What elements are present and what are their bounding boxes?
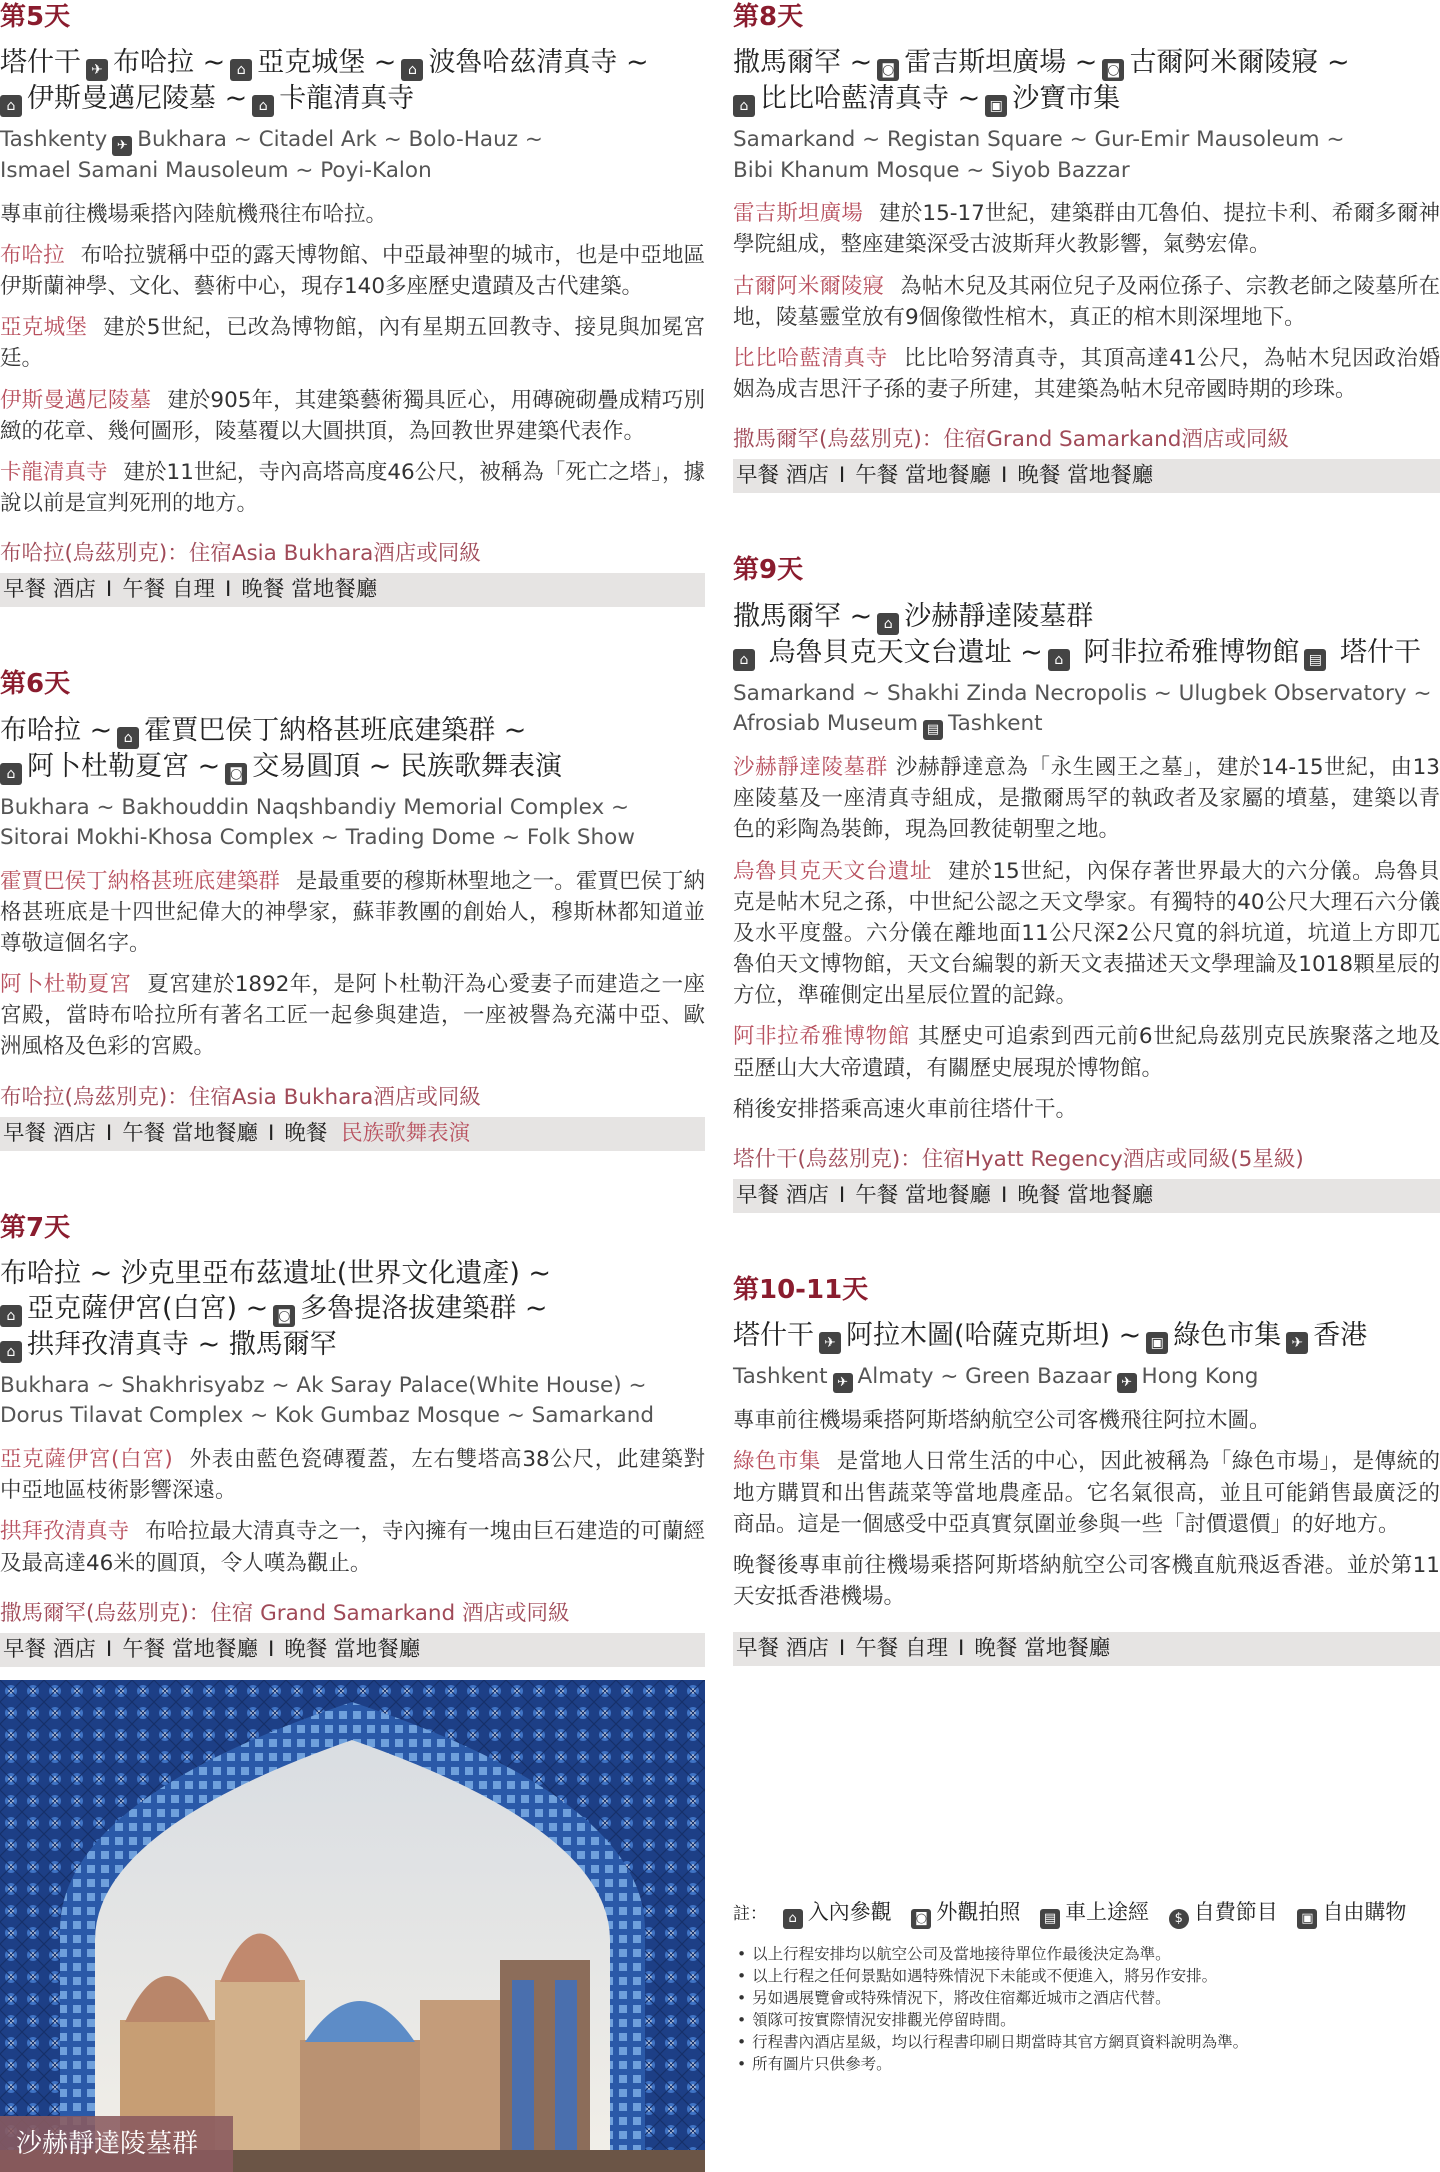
note-item: • 以上行程安排均以航空公司及當地接待單位作最後決定為準。 [733, 1943, 1440, 1965]
meal-dinner-value: 民族歌舞表演 [341, 1120, 471, 1146]
meal-separator: I [268, 1636, 275, 1662]
route-stop: 卡龍清真寺 [279, 83, 415, 115]
house-icon: ⌂ [0, 95, 22, 117]
icon-legend [733, 1897, 1440, 1929]
description: 晚餐後專車前往機場乘搭阿斯塔納航空公司客機直航飛返香港。並於第11天安抵香港機場。 [733, 1552, 1440, 1610]
route-stop: 比比哈藍清真寺 ~ [760, 83, 981, 115]
route-en-stop: Almaty ~ Green Bazaar [857, 1364, 1112, 1390]
meal-breakfast: 早餐 酒店 [736, 1636, 829, 1662]
shopping-bag-icon: ▣ [985, 95, 1007, 117]
description [733, 1446, 1440, 1540]
description-text: 建於5世紀，已改為博物館，內有星期五回教寺、接見與加冕宮廷。 [0, 315, 705, 372]
route-en-stop: Tashkenty [0, 127, 108, 153]
meal-dinner: 晚餐 當地餐廳 [284, 1636, 421, 1662]
route-stop: 香港 [1313, 1320, 1368, 1352]
camera-icon: ◙ [225, 763, 247, 785]
highlight-term: 卡龍清真寺 [0, 459, 108, 485]
note-item: • 行程書內酒店星級，均以行程書印刷日期當時其官方網頁資料說明為準。 [733, 2031, 1440, 2053]
day-5-section [0, 2, 705, 607]
description-text: 比比哈努清真寺，其頂高達41公尺，為帖木兒因政治婚姻為成吉思汗子孫的妻子所建，其建築為帖木兒帝國時期的珍珠。 [733, 345, 1440, 403]
highlight-term: 亞克薩伊宮(白宮) [0, 1447, 173, 1472]
description [0, 969, 705, 1063]
meal-separator: I [958, 1636, 965, 1662]
meal-separator: I [105, 1120, 113, 1146]
meal-lunch: 午餐 當地餐廳 [855, 1183, 992, 1209]
coin-icon: $ [1169, 1909, 1189, 1929]
terms-notes [733, 1943, 1440, 2075]
legend-text: 自費節目 [1193, 1900, 1278, 1924]
route-en [733, 125, 1440, 186]
meals-bar [0, 1117, 705, 1151]
legend-text: 車上途經 [1065, 1900, 1150, 1924]
plane-icon: ✈ [819, 1332, 841, 1354]
hotel-note: 布哈拉(烏茲別克)：住宿Asia Bukhara酒店或同級 [0, 541, 481, 567]
meal-lunch: 午餐 自理 [855, 1636, 949, 1662]
route-en [0, 1371, 705, 1432]
route-stop: 伊斯曼邁尼陵墓 ~ [27, 83, 248, 115]
route-stop: 塔什干 [733, 1320, 814, 1352]
day-9-section [733, 555, 1440, 1213]
legend-item [906, 1900, 1020, 1924]
route-stop: 波魯哈茲清真寺 ~ [428, 47, 649, 79]
legend-label: 註： [733, 1904, 767, 1924]
day-title: 第7天 [0, 1212, 71, 1243]
route-stop: 亞克城堡 ~ [257, 47, 397, 79]
house-icon: ⌂ [401, 59, 423, 81]
house-icon: ⌂ [877, 613, 899, 635]
route-stop: 霍賈巴侯丁納格甚班底建築群 ~ [144, 714, 527, 746]
day-title: 第5天 [0, 2, 71, 32]
highlight-term: 古爾阿米爾陵寢 [733, 273, 885, 299]
meal-dinner: 晚餐 當地餐廳 [241, 577, 378, 603]
route-en-stop: Tashkent [733, 1364, 828, 1390]
route-stop: 塔什干 [0, 47, 81, 79]
description-text: 外表由藍色瓷磚覆蓋，左右雙塔高38公尺，此建築對中亞地區枝術影響深遠。 [0, 1447, 705, 1504]
intro-text: 專車前往機場乘搭阿斯塔納航空公司客機飛往阿拉木圖。 [733, 1408, 1271, 1434]
description [0, 866, 705, 960]
meal-breakfast: 早餐 酒店 [3, 1636, 96, 1662]
meals-bar [733, 459, 1440, 493]
route-zh [0, 1256, 705, 1363]
route-stop: 塔什干 [1340, 636, 1421, 668]
route-stop: 綠色市集 [1173, 1320, 1282, 1352]
day-title: 第8天 [733, 2, 804, 32]
route-stop: 拱拜孜清真寺 ~ 撒馬爾罕 [27, 1328, 337, 1360]
shopping-bag-icon: ▣ [1297, 1909, 1317, 1929]
camera-icon: ◙ [877, 59, 899, 81]
description [733, 343, 1440, 405]
route-en [0, 125, 705, 187]
route-stop: 布哈拉 ~ [0, 714, 113, 746]
description-text: 夏宮建於1892年，是阿卜杜勒汗為心愛妻子而建造之一座宮殿，當時布哈拉所有著名工匠一起參與建造，一座被譽為充滿中亞、歐洲風格及色彩的宮殿。 [0, 972, 705, 1060]
bus-icon: ▤ [923, 720, 943, 740]
route-stop: 沙赫靜達陵墓群 [904, 600, 1094, 632]
camera-icon: ◙ [273, 1305, 295, 1327]
hotel-note: 布哈拉(烏茲別克)：住宿Asia Bukhara酒店或同級 [0, 1084, 481, 1110]
description [0, 1516, 705, 1578]
plane-icon: ✈ [1117, 1373, 1137, 1393]
note-item: • 另如遇展覽會或特殊情況下，將改住宿鄰近城市之酒店代替。 [733, 1987, 1440, 2009]
meals-bar [0, 573, 705, 607]
meal-separator: I [105, 1636, 113, 1662]
route-stop: 布哈拉 ~ 沙克里亞布茲遺址(世界文化遺產) ~ [0, 1257, 552, 1289]
highlight-term: 阿卜杜勒夏宮 [0, 972, 132, 998]
mosaic-arch-illustration [0, 1680, 705, 2172]
house-icon: ⌂ [1048, 649, 1070, 671]
route-en-stop: Bukhara ~ Shakhrisyabz ~ Ak Saray Palace(White House) ~ [0, 1372, 647, 1398]
highlight-term: 綠色市集 [733, 1449, 821, 1475]
description [0, 240, 705, 302]
route-zh [733, 599, 1440, 671]
meal-dinner: 晚餐 當地餐廳 [1017, 463, 1154, 489]
description-text: 沙赫靜達意為「永生國王之墓」，建於14-15世紀，由13座陵墓及一座清真寺組成，是撒爾馬罕的執政者及家屬的墳墓，建築以青色的彩陶為裝飾，現為回教徒朝聖之地。 [733, 755, 1440, 843]
route-en-stop: Hong Kong [1141, 1364, 1259, 1390]
route-en-stop: Sitorai Mokhi-Khosa Complex ~ Trading Dome ~ Folk Show [0, 825, 635, 851]
route-en [733, 679, 1440, 741]
route-en-stop: Afrosiab Museum [733, 711, 919, 737]
bus-icon: ▤ [1040, 1909, 1060, 1929]
meal-lunch: 午餐 當地餐廳 [122, 1120, 259, 1146]
plane-icon: ✈ [112, 136, 132, 156]
route-stop: 阿拉木圖(哈薩克斯坦) ~ [846, 1320, 1142, 1352]
meal-breakfast: 早餐 酒店 [3, 1120, 96, 1146]
description-text: 建於15世紀，內保存著世界最大的六分儀。烏魯貝克是帖木兒之孫，中世紀公認之天文學家。有獨特的40公尺大理石六分儀及水平度盤。六分儀在離地面11公尺深2公尺寬的斜坑道，坑道上方即兀魯伯天文博物館，天文台編製的新天文表描述天文學理論及1018顆星辰的方位，準確側定出星辰位置的記錄。 [733, 858, 1440, 1009]
route-stop: 多魯提洛拔建築群 ~ [300, 1292, 548, 1324]
house-icon: ⌂ [252, 95, 274, 117]
highlight-term: 布哈拉 [0, 242, 65, 268]
highlight-term: 霍賈巴侯丁納格甚班底建築群 [0, 868, 280, 894]
route-en [0, 793, 705, 854]
route-stop: 布哈拉 ~ [113, 47, 226, 79]
route-stop: 雷吉斯坦廣場 ~ [904, 47, 1098, 79]
meals-bar [733, 1632, 1440, 1666]
description-text: 是最重要的穆斯林聖地之一。霍賈巴侯丁納格甚班底是十四世紀偉大的神學家，蘇菲教團的創始人，穆斯林都知道並尊敬這個名字。 [0, 868, 705, 956]
description [733, 752, 1440, 846]
description-text: 建於11世紀，寺內高塔高度46公尺，被稱為「死亡之塔」，據說以前是宣判死刑的地方。 [0, 459, 705, 517]
description [0, 312, 705, 374]
route-en-stop: Bukhara ~ Bakhouddin Naqshbandiy Memorial Complex ~ [0, 794, 630, 820]
route-stop: 烏魯貝克天文台遺址 ~ [768, 636, 1043, 668]
day-7-section [0, 1213, 705, 1667]
route-stop: 亞克薩伊宮(白宮) ~ [27, 1292, 269, 1324]
meal-separator: I [838, 1183, 846, 1209]
camera-icon: ◙ [911, 1909, 931, 1929]
bus-icon: ▤ [1304, 649, 1326, 671]
day-6-section [0, 669, 705, 1150]
route-en-stop: Bukhara ~ Citadel Ark ~ Bolo-Hauz ~ [137, 127, 543, 153]
left-column [0, 0, 705, 1729]
description-text: 是當地人日常生活的中心，因此被稱為「綠色市場」，是傳統的地方購買和出售蔬菜等當地農產品。它名氣很高，並且可能銷售最廣泛的商品。這是一個感受中亞真實氛圍並參與一些「討價還價」的好地方。 [733, 1449, 1440, 1537]
meal-breakfast: 早餐 酒店 [736, 463, 829, 489]
meal-breakfast: 早餐 酒店 [736, 1183, 829, 1209]
meal-separator: I [838, 463, 846, 489]
meal-separator: I [225, 577, 232, 603]
shakhi-zinda-photo [0, 1680, 705, 2172]
description-text: 為帖木兒及其兩位兒子及兩位孫子、宗教老師之陵墓所在地，陵墓靈堂放有9個像徵性棺木，真正的棺木則深埋地下。 [733, 273, 1440, 330]
description-text: 布哈拉號稱中亞的露天博物館、中亞最神聖的城市，也是中亞地區伊斯蘭神學、文化、藝術中心，現存140多座歷史遺蹟及古代建築。 [0, 242, 705, 300]
route-stop: 古爾阿米爾陵寢 ~ [1129, 47, 1350, 79]
meal-separator: I [838, 1636, 846, 1662]
route-stop: 交易圓頂 ~ 民族歌舞表演 [252, 750, 563, 782]
legend-text: 外觀拍照 [936, 1900, 1021, 1924]
highlight-term: 拱拜孜清真寺 [0, 1519, 130, 1545]
route-zh [0, 713, 705, 785]
meal-lunch: 午餐 當地餐廳 [855, 463, 992, 489]
route-stop: 沙寶市集 [1012, 83, 1121, 115]
plane-icon: ✈ [86, 59, 108, 81]
meal-separator: I [105, 577, 113, 603]
meal-separator: I [1001, 463, 1008, 489]
note-item: • 領隊可按實際情況安排觀光停留時間。 [733, 2009, 1440, 2031]
meals-bar [733, 1179, 1440, 1213]
highlight-term: 阿非拉希雅博物館 [733, 1024, 910, 1050]
description [0, 385, 705, 447]
route-en [733, 1362, 1440, 1393]
route-zh [733, 45, 1440, 117]
highlight-term: 比比哈藍清真寺 [733, 345, 888, 371]
description-text: 其歷史可追索到西元前6世紀烏茲別克民族聚落之地及亞歷山大大帝遺蹟，有關歷史展現於博物館。 [733, 1024, 1440, 1081]
note-item: • 以上行程之任何景點如遇特殊情況下未能或不便進入，將另作安排。 [733, 1965, 1440, 1987]
route-en-stop: Tashkent [948, 711, 1043, 737]
hotel-note: 塔什干(烏茲別克)：住宿Hyatt Regency酒店或同級(5星級) [733, 1146, 1304, 1172]
hotel-note: 撒馬爾罕(烏茲別克)：住宿Grand Samarkand酒店或同級 [733, 427, 1289, 453]
house-icon: ⌂ [733, 649, 755, 671]
highlight-term: 伊斯曼邁尼陵墓 [0, 387, 152, 413]
route-stop: 阿卜杜勒夏宮 ~ [27, 750, 221, 782]
highlight-term: 烏魯貝克天文台遺址 [733, 858, 933, 884]
house-icon: ⌂ [117, 727, 139, 749]
description [0, 1444, 705, 1506]
route-stop: 撒馬爾罕 ~ [733, 600, 873, 632]
meal-dinner: 晚餐 當地餐廳 [974, 1636, 1111, 1662]
route-zh [0, 45, 705, 117]
route-stop: 撒馬爾罕 ~ [733, 47, 873, 79]
house-icon: ⌂ [0, 1341, 22, 1363]
meal-breakfast: 早餐 酒店 [3, 577, 96, 603]
highlight-term: 亞克城堡 [0, 315, 88, 341]
description [733, 271, 1440, 333]
day-title: 第6天 [0, 669, 71, 700]
description-text: 建於15-17世紀，建築群由兀魯伯、提拉卡利、希爾多爾神學院組成，整座建築深受古波斯拜火教影響，氣勢宏偉。 [733, 201, 1440, 258]
note-item: • 所有圖片只供參考。 [733, 2053, 1440, 2075]
house-icon: ⌂ [783, 1909, 803, 1929]
description [733, 198, 1440, 260]
photo-caption: 沙赫靜達陵墓群 [0, 2116, 233, 2172]
route-en-stop: Bibi Khanum Mosque ~ Siyob Bazzar [733, 157, 1130, 183]
intro-text: 專車前往機場乘搭內陸航機飛往布哈拉。 [0, 201, 388, 227]
legend-item [1164, 1900, 1278, 1924]
route-en-stop: Samarkand ~ Registan Square ~ Gur-Emir Mausoleum ~ [733, 127, 1345, 153]
legend-item [1292, 1900, 1406, 1924]
hotel-note: 撒馬爾罕(烏茲別克)：住宿 Grand Samarkand 酒店或同級 [0, 1600, 570, 1626]
house-icon: ⌂ [0, 1305, 22, 1327]
highlight-term: 雷吉斯坦廣場 [733, 201, 864, 227]
meal-dinner: 晚餐 當地餐廳 [1017, 1183, 1154, 1209]
description-text: 布哈拉最大清真寺之一，寺內擁有一塊由巨石建造的可蘭經及最高達46米的圓頂，令人嘆為觀止。 [0, 1519, 705, 1576]
route-zh [733, 1318, 1440, 1354]
description [733, 856, 1440, 1012]
meal-lunch: 午餐 自理 [122, 577, 216, 603]
right-column [733, 0, 1440, 1728]
route-en-stop: Samarkand ~ Shakhi Zinda Necropolis ~ Ulugbek Observatory ~ [733, 680, 1432, 706]
description: 稍後安排搭乘高速火車前往塔什干。 [733, 1096, 1078, 1122]
legend-text: 自由購物 [1322, 1900, 1407, 1924]
legend-item [1035, 1900, 1149, 1924]
day-10-11-section [733, 1275, 1440, 1666]
legend-item [778, 1900, 892, 1924]
highlight-term: 沙赫靜達陵墓群 [733, 755, 888, 781]
meal-separator: I [268, 1120, 275, 1146]
route-en-stop: Ismael Samani Mausoleum ~ Poyi-Kalon [0, 158, 432, 184]
meal-lunch: 午餐 當地餐廳 [122, 1636, 259, 1662]
meals-bar [0, 1633, 705, 1667]
shopping-bag-icon: ▣ [1146, 1332, 1168, 1354]
day-8-section [733, 2, 1440, 493]
camera-icon: ◙ [1102, 59, 1124, 81]
house-icon: ⌂ [0, 763, 22, 785]
description-text: 建於905年，其建築藝術獨具匠心，用磚碗砌疊成精巧別緻的花章、幾何圖形，陵墓覆以大圓拱頂，為回教世界建築代表作。 [0, 387, 705, 444]
route-stop: 阿非拉希雅博物館 [1083, 636, 1300, 668]
house-icon: ⌂ [733, 95, 755, 117]
route-en-stop: Dorus Tilavat Complex ~ Kok Gumbaz Mosque ~ Samarkand [0, 1403, 654, 1429]
description [0, 457, 705, 519]
meal-separator: I [1001, 1183, 1008, 1209]
day-title: 第10-11天 [733, 1275, 869, 1306]
meal-dinner-label: 晚餐 [284, 1120, 328, 1146]
house-icon: ⌂ [230, 59, 252, 81]
legend-text: 入內參觀 [807, 1900, 892, 1924]
description [733, 1021, 1440, 1083]
plane-icon: ✈ [1286, 1332, 1308, 1354]
day-title: 第9天 [733, 555, 804, 586]
plane-icon: ✈ [833, 1373, 853, 1393]
